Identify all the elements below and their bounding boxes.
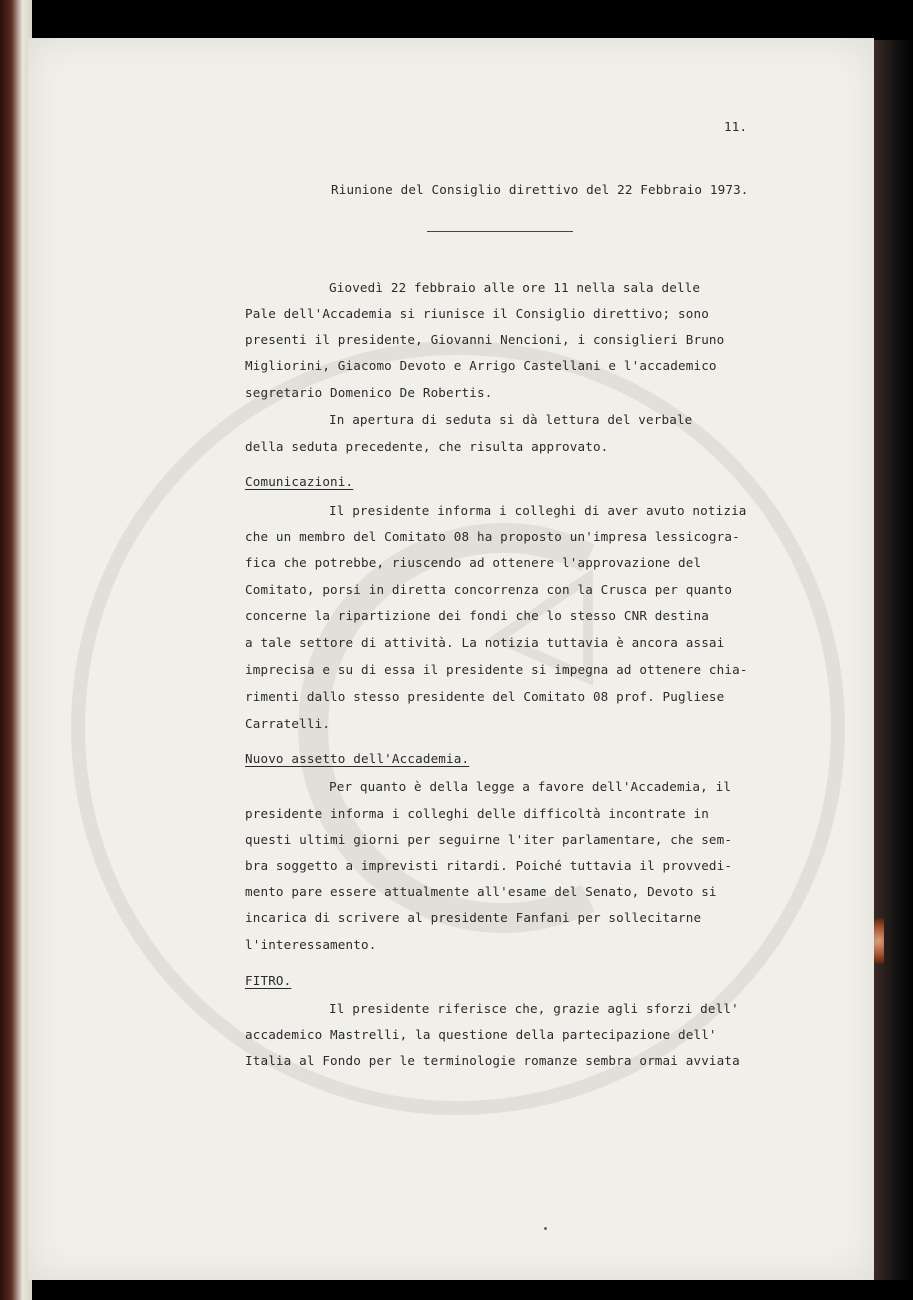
section-heading: Nuovo assetto dell'Accademia. [245, 751, 470, 766]
text-line: questi ultimi giorni per seguirne l'iter parlamentare, che sem- [245, 832, 733, 847]
text-line: rimenti dallo stesso presidente del Comitato 08 prof. Pugliese [245, 689, 725, 704]
text-line: Il presidente informa i colleghi di aver avuto notizia [329, 503, 747, 518]
document-page [28, 38, 874, 1280]
text-line: Italia al Fondo per le terminologie romanze sembra ormai avviata [245, 1053, 740, 1068]
text-line: l'interessamento. [245, 937, 377, 952]
text-line: Migliorini, Giacomo Devoto e Arrigo Castellani e l'accademico [245, 358, 717, 373]
text-line: imprecisa e su di essa il presidente si impegna ad ottenere chia- [245, 662, 748, 677]
text-line: Comitato, porsi in diretta concorrenza con la Crusca per quanto [245, 582, 733, 597]
text-line: Giovedì 22 febbraio alle ore 11 nella sala delle [329, 280, 701, 295]
text-line: mento pare essere attualmente all'esame del Senato, Devoto si [245, 884, 717, 899]
text-line: accademico Mastrelli, la questione della partecipazione dell' [245, 1027, 717, 1042]
paper-speck [544, 1227, 547, 1230]
text-line: In apertura di seduta si dà lettura del verbale [329, 412, 693, 427]
title-divider [427, 231, 573, 232]
text-line: Il presidente riferisce che, grazie agli sforzi dell' [329, 1001, 739, 1016]
section-heading: FITRO. [245, 973, 292, 988]
text-line: che un membro del Comitato 08 ha proposto un'impresa lessicogra- [245, 529, 740, 544]
text-line: bra soggetto a imprevisti ritardi. Poiché tuttavia il provvedi- [245, 858, 733, 873]
text-line: concerne la ripartizione dei fondi che lo stesso CNR destina [245, 608, 709, 623]
text-line: della seduta precedente, che risulta approvato. [245, 439, 609, 454]
book-clasp [874, 918, 884, 964]
text-line: Per quanto è della legge a favore dell'Accademia, il [329, 779, 732, 794]
text-line: Carratelli. [245, 716, 331, 731]
section-heading: Comunicazioni. [245, 474, 354, 489]
text-line: fica che potrebbe, riuscendo ad ottenere l'approvazione del [245, 555, 702, 570]
page-number: 11. [724, 119, 748, 134]
text-line: Pale dell'Accademia si riunisce il Consiglio direttivo; sono [245, 306, 709, 321]
text-line: incarica di scrivere al presidente Fanfani per sollecitarne [245, 910, 702, 925]
text-line: presenti il presidente, Giovanni Nencioni, i consiglieri Bruno [245, 332, 725, 347]
text-line: segretario Domenico De Robertis. [245, 385, 493, 400]
text-line: presidente informa i colleghi delle difficoltà incontrate in [245, 806, 709, 821]
document-title: Riunione del Consiglio direttivo del 22 Febbraio 1973. [331, 182, 749, 197]
text-line: a tale settore di attività. La notizia tuttavia è ancora assai [245, 635, 725, 650]
book-spine-shadow [874, 40, 913, 1280]
